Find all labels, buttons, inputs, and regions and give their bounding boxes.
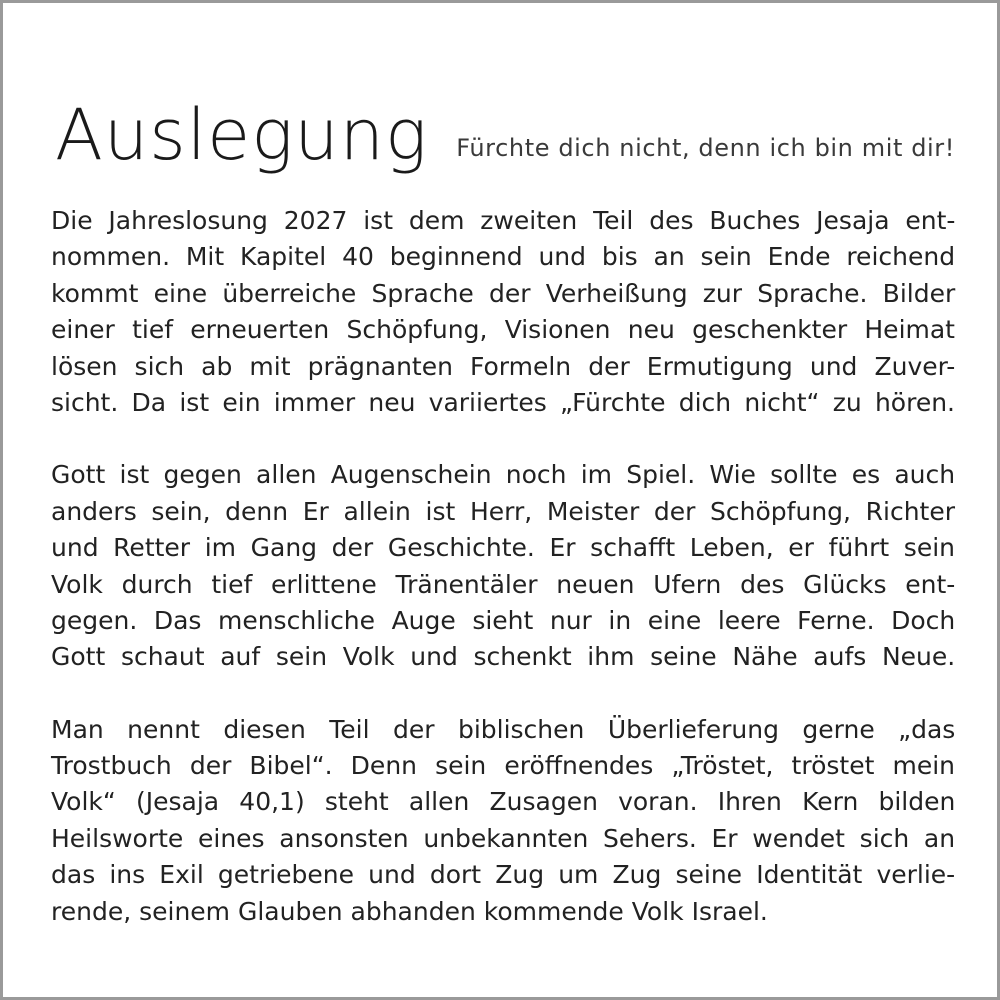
text-line: Gott ist gegen allen Augenschein noch im Spiel. Wie sollte es auch — [51, 460, 956, 490]
text-line: Gott schaut auf sein Volk und schenkt ihm seine Nähe aufs Neue. — [51, 642, 956, 672]
text-line: anders sein, denn Er allein ist Herr, Meister der Schöpfung, Richter — [51, 496, 955, 526]
text-line: Volk“ (Jesaja 40,1) steht allen Zusagen voran. Ihren Kern bilden — [51, 787, 956, 817]
paragraph-1 — [51, 203, 955, 421]
text-line: das ins Exil getriebene und dort Zug um Zug seine Identität verlie- — [51, 860, 956, 890]
text-line: gegen. Das menschliche Auge sieht nur in eine leere Ferne. Doch — [51, 605, 956, 635]
page-title: Auslegung — [55, 94, 428, 176]
text-line: Volk durch tief erlittene Tränentäler neuen Ufern des Glücks ent- — [51, 569, 956, 599]
header — [55, 95, 955, 175]
text-line: Heilsworte eines ansonsten unbekannten Sehers. Er wendet sich an — [51, 823, 956, 853]
text-line: Trostbuch der Bibel“. Denn sein eröffnendes „Tröstet, tröstet mein — [51, 751, 955, 781]
paragraph-2 — [51, 457, 955, 675]
text-line: einer tief erneuerten Schöpfung, Visionen neu geschenkter Heimat — [51, 315, 955, 345]
text-line: nommen. Mit Kapitel 40 beginnend und bis an sein Ende reichend — [51, 242, 956, 272]
text-line: und Retter im Gang der Geschichte. Er schafft Leben, er führt sein — [51, 533, 955, 563]
text-line: kommt eine überreiche Sprache der Verheißung zur Sprache. Bilder — [51, 278, 956, 308]
page-subtitle: Fürchte dich nicht, denn ich bin mit dir! — [456, 134, 955, 162]
text-line: rende, seinem Glauben abhanden kommende Volk Israel. — [51, 896, 768, 926]
text-line: lösen sich ab mit prägnanten Formeln der Ermutigung und Zuver- — [51, 351, 956, 381]
body-text — [51, 203, 955, 966]
paragraph-3 — [51, 712, 955, 930]
text-line: Man nennt diesen Teil der biblischen Überlieferung gerne „das — [51, 714, 956, 744]
text-line: Die Jahreslosung 2027 ist dem zweiten Teil des Buches Jesaja ent- — [51, 206, 956, 235]
text-line: sicht. Da ist ein immer neu variiertes „Fürchte dich nicht“ zu hören. — [51, 387, 955, 417]
